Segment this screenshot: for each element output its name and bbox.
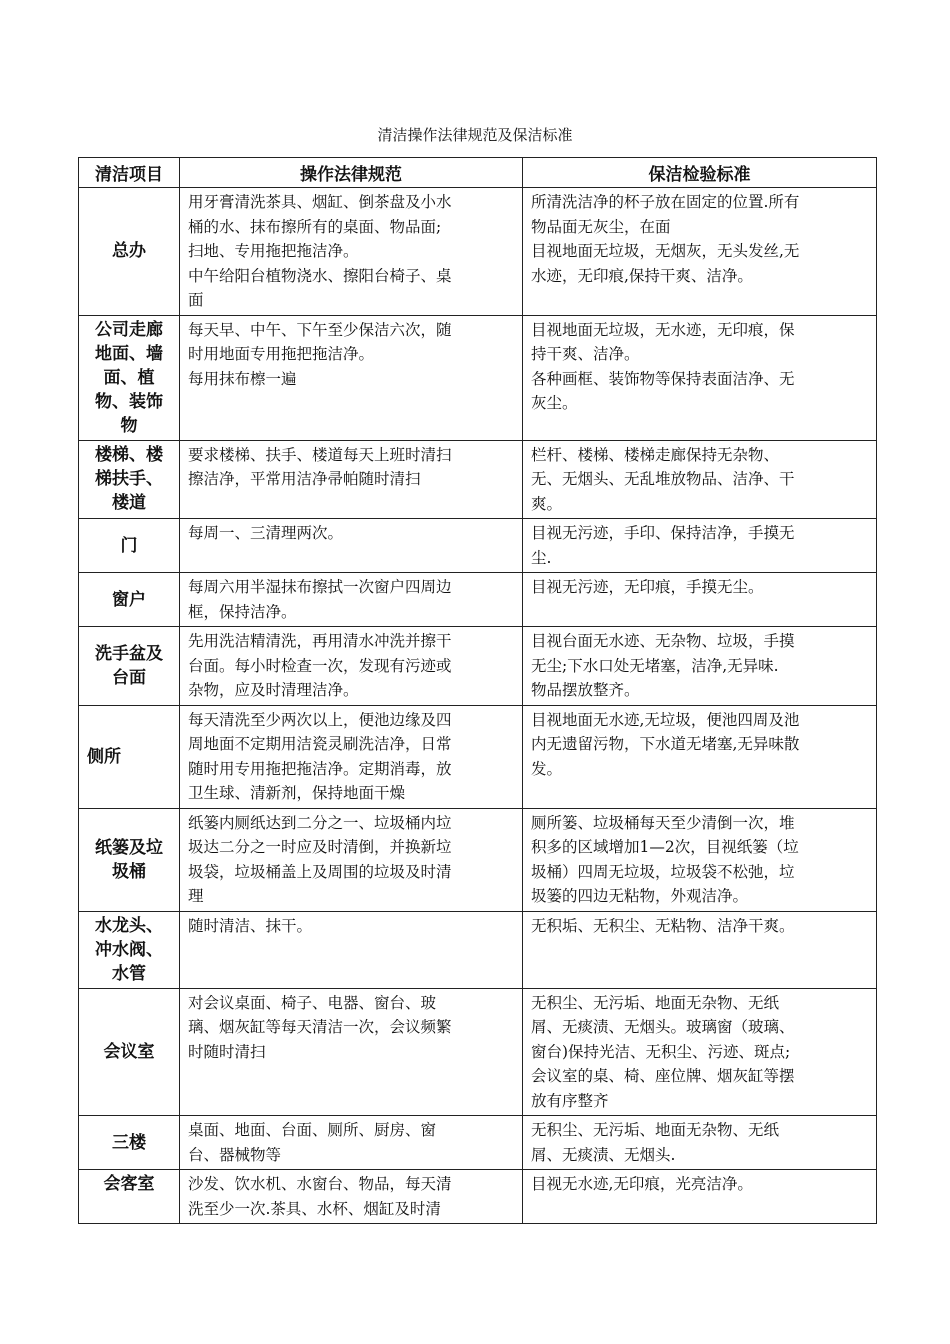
cleaning-item-cell: 会议室	[79, 988, 180, 1116]
procedure-line: 桶的水、抹布擦所有的桌面、物品面;	[188, 217, 442, 236]
procedure-line: 圾达二分之一时应及时清倒，并换新垃	[188, 838, 452, 856]
standard-line: 爽。	[531, 494, 563, 513]
procedure-line: 面	[188, 291, 204, 309]
standard-line: 无积尘、无污垢、地面无杂物、无纸	[531, 993, 780, 1012]
standard-line: 物品面无灰尘，在面	[531, 217, 671, 236]
standard-line: 所清洗洁净的杯子放在固定的位置.所有	[531, 193, 800, 211]
cleaning-item-cell: 纸篓及垃 圾桶	[79, 808, 180, 911]
standard-line: 物品摆放整齐。	[531, 681, 640, 699]
cleaning-item-cell: 公司走廊 地面、墙 面、植 物、装饰 物	[79, 315, 180, 440]
table-row	[79, 315, 877, 440]
standard-line: 目视地面无垃圾，无水迹，无印痕，保	[531, 320, 795, 339]
procedure-line: 沙发、饮水机、水窗台、物品，每天清	[188, 1175, 452, 1193]
table-row	[79, 1170, 877, 1224]
procedure-line: 擦洁净，平常用洁净帚帕随时清扫	[188, 470, 421, 488]
document-title: 清洁操作法律规范及保洁标准	[377, 126, 573, 144]
standard-line: 尘.	[531, 548, 552, 567]
standard-line: 无积垢、无积尘、无粘物、洁净干爽。	[531, 916, 795, 935]
procedure-line: 周地面不定期用洁瓷灵刷洗洁净，日常	[188, 735, 452, 753]
standard-line: 目视台面无水迹、无杂物、垃圾，手摸	[531, 632, 795, 650]
procedure-line: 每周一、三清理两次。	[188, 524, 344, 542]
standard-line: 内无遗留污物，下水道无堵塞,无异味散	[531, 735, 800, 753]
table-row	[79, 705, 877, 808]
procedure-cell	[180, 705, 523, 808]
procedure-line: 中午给阳台植物浇水、擦阳台椅子、桌	[188, 266, 452, 285]
procedure-line: 台、器械物等	[188, 1145, 282, 1164]
standard-cell	[523, 573, 877, 627]
procedure-line: 卫生球、清新剂，保持地面干燥	[188, 784, 406, 802]
procedure-line: 扫地、专用拖把拖洁净。	[188, 242, 359, 260]
procedure-line: 纸篓内厕纸达到二分之一、垃圾桶内垃	[188, 813, 452, 832]
table-row	[79, 1116, 877, 1170]
standard-line: 目视无污迹，手印、保持洁净，手摸无	[531, 524, 795, 542]
procedure-line: 先用洗洁精清洗，再用清水冲洗并擦干	[188, 632, 452, 650]
standard-cell	[523, 315, 877, 440]
table-row	[79, 911, 877, 988]
standard-line: 厕所篓、垃圾桶每天至少清倒一次，堆	[531, 813, 795, 832]
standard-cell	[523, 988, 877, 1116]
procedure-line: 洗至少一次.茶具、水杯、烟缸及时清	[188, 1199, 441, 1218]
standard-line: 栏杆、楼梯、楼梯走廊保持无杂物、	[531, 445, 780, 464]
cleaning-item-cell: 楼梯、楼 梯扶手、 楼道	[79, 440, 180, 519]
standard-cell	[523, 705, 877, 808]
standard-cell	[523, 519, 877, 573]
procedure-line: 时随时清扫	[188, 1042, 266, 1061]
procedure-line: 每天清洗至少两次以上，便池边缘及四	[188, 710, 452, 729]
standard-line: 无积尘、无污垢、地面无杂物、无纸	[531, 1121, 780, 1139]
procedure-cell	[180, 1170, 523, 1224]
standard-line: 圾篓的四边无粘物，外观洁净。	[531, 887, 749, 905]
standard-cell	[523, 1170, 877, 1224]
standard-line: 灰尘。	[531, 394, 578, 412]
cleaning-item-cell: 洗手盆及 台面	[79, 627, 180, 706]
table-row	[79, 188, 877, 316]
procedure-line: 每天早、中午、下午至少保洁六次，随	[188, 320, 452, 339]
cleaning-item-cell: 三楼	[79, 1116, 180, 1170]
standard-cell	[523, 627, 877, 706]
procedure-line: 每周六用半湿抹布擦拭一次窗户四周边	[188, 578, 452, 596]
procedure-line: 框，保持洁净。	[188, 602, 297, 621]
procedure-line: 随时用专用拖把拖洁净。定期消毒，放	[188, 759, 452, 778]
table-row	[79, 808, 877, 911]
procedure-cell	[180, 440, 523, 519]
standard-line: 目视无水迹,无印痕，光亮洁净。	[531, 1175, 753, 1193]
cleaning-item-cell: 水龙头、 冲水阀、 水管	[79, 911, 180, 988]
table-row	[79, 519, 877, 573]
standard-line: 水迹，无印痕,保持干爽、洁净。	[531, 266, 753, 285]
procedure-line: 台面。每小时检查一次，发现有污迹或	[188, 656, 452, 675]
cleaning-item-cell: 侧所	[79, 705, 180, 808]
standard-cell	[523, 1116, 877, 1170]
cleaning-item-cell: 总办	[79, 188, 180, 316]
procedure-cell	[180, 627, 523, 706]
procedure-line: 用牙膏清洗茶具、烟缸、倒茶盘及小水	[188, 193, 452, 211]
procedure-cell	[180, 988, 523, 1116]
procedure-line: 要求楼梯、扶手、楼道每天上班时清扫	[188, 445, 452, 464]
cleaning-item-cell: 会客室	[79, 1170, 180, 1224]
procedure-line: 杂物，应及时清理洁净。	[188, 681, 359, 699]
procedure-line: 圾袋，垃圾桶盖上及周围的垃圾及时清	[188, 862, 452, 881]
standard-line: 无尘;下水口处无堵塞，洁净,无异味.	[531, 656, 779, 675]
procedure-line: 时用地面专用拖把拖洁净。	[188, 345, 375, 363]
header-item: 清洁项目	[79, 158, 180, 188]
table-row	[79, 988, 877, 1116]
standard-line: 会议室的桌、椅、座位牌、烟灰缸等摆	[531, 1067, 795, 1085]
standard-cell	[523, 188, 877, 316]
procedure-line: 随时清洁、抹干。	[188, 916, 313, 935]
table-row	[79, 440, 877, 519]
header-procedure: 操作法律规范	[180, 158, 523, 188]
standard-line: 圾桶）四周无垃圾，垃圾袋不松弛，垃	[531, 862, 795, 881]
cleaning-item-cell: 窗户	[79, 573, 180, 627]
standard-cell	[523, 440, 877, 519]
standard-line: 屑、无痰渍、无烟头。玻璃窗（玻璃、	[531, 1018, 795, 1036]
procedure-line: 桌面、地面、台面、厕所、厨房、窗	[188, 1121, 437, 1139]
standard-line: 各种画框、装饰物等保持表面洁净、无	[531, 369, 795, 388]
procedure-cell	[180, 911, 523, 988]
table-row	[79, 627, 877, 706]
standard-cell	[523, 808, 877, 911]
procedure-line: 每用抹布檫一遍	[188, 369, 297, 388]
standard-line: 放有序整齐	[531, 1091, 609, 1110]
header-standard: 保洁检验标准	[523, 158, 877, 188]
table-header-row	[79, 158, 877, 188]
standard-line: 无、无烟头、无乱堆放物品、洁净、干	[531, 470, 795, 488]
procedure-line: 对会议桌面、椅子、电器、窗台、玻	[188, 993, 437, 1012]
procedure-line: 理	[188, 887, 204, 905]
standard-cell	[523, 911, 877, 988]
cleaning-standards-table	[78, 157, 877, 1224]
procedure-line: 璃、烟灰缸等每天清洁一次，会议频繁	[188, 1018, 452, 1036]
table-row	[79, 573, 877, 627]
standard-line: 目视无污迹，无印痕，手摸无尘。	[531, 578, 764, 596]
cleaning-item-cell: 门	[79, 519, 180, 573]
procedure-cell	[180, 808, 523, 911]
standard-line: 窗台)保持光洁、无积尘、污迹、斑点;	[531, 1042, 791, 1061]
standard-line: 目视地面无垃圾，无烟灰，无头发丝,无	[531, 242, 800, 260]
standard-line: 目视地面无水迹,无垃圾，便池四周及池	[531, 710, 800, 729]
standard-line: 发。	[531, 759, 563, 778]
procedure-cell	[180, 573, 523, 627]
procedure-cell	[180, 315, 523, 440]
procedure-cell	[180, 1116, 523, 1170]
procedure-cell	[180, 188, 523, 316]
procedure-cell	[180, 519, 523, 573]
standard-line: 屑、无痰渍、无烟头.	[531, 1145, 676, 1164]
standard-line: 积多的区域增加1—2次，目视纸篓（垃	[531, 838, 799, 856]
standard-line: 持干爽、洁净。	[531, 345, 640, 363]
